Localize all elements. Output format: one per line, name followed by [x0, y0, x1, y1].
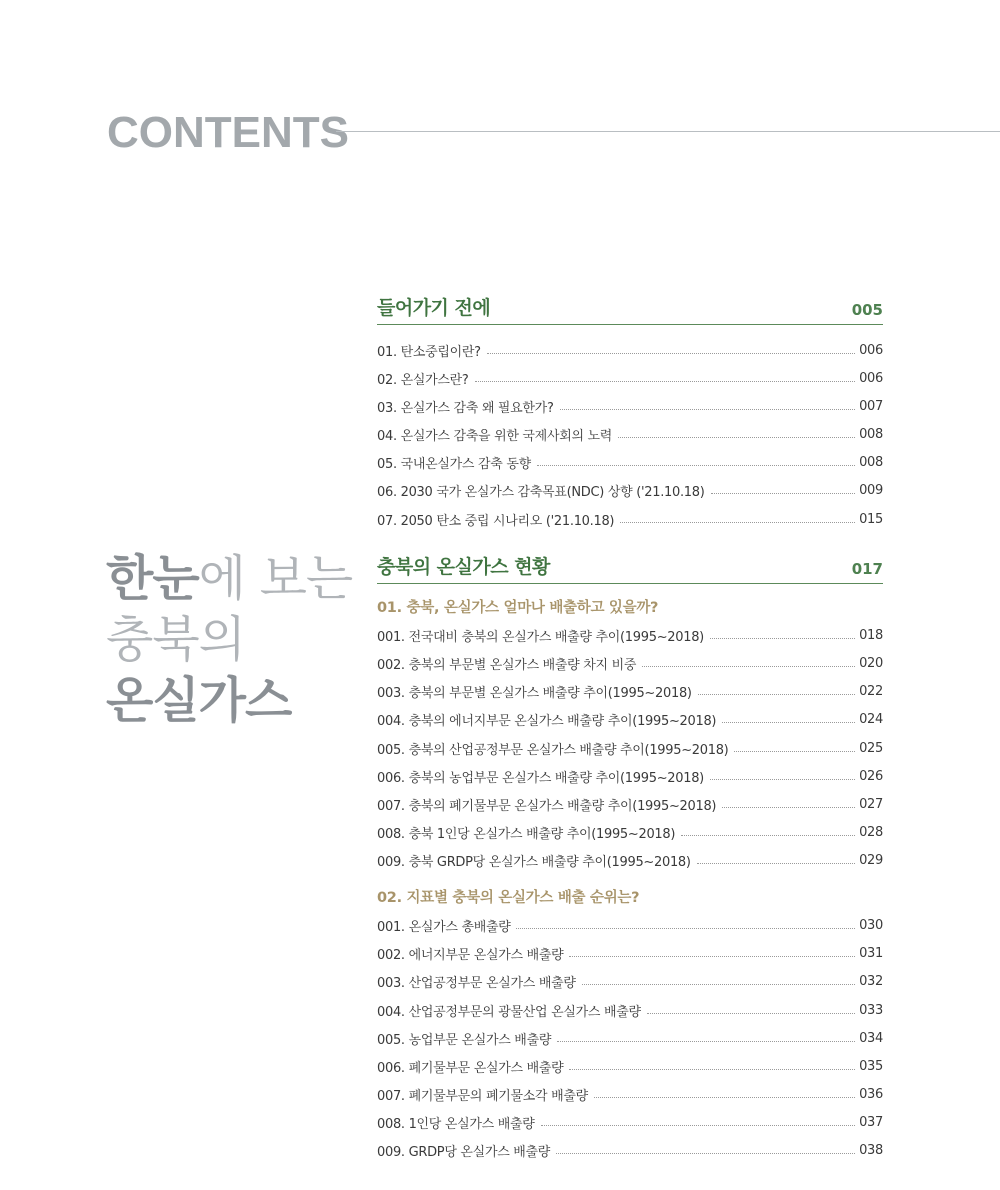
dot-leader	[697, 863, 855, 864]
toc-entry[interactable]	[377, 1111, 883, 1133]
toc-entry[interactable]	[377, 339, 883, 361]
section-header-2[interactable]	[377, 549, 883, 584]
toc-entry-page: 035	[859, 1058, 883, 1074]
toc-entry-label: 06. 2030 국가 온실가스 감축목표(NDC) 상향 ('21.10.18)	[377, 484, 705, 500]
toc-entry[interactable]	[377, 508, 883, 530]
toc-entry-label: 01. 탄소중립이란?	[377, 344, 481, 360]
dot-leader	[710, 779, 855, 780]
toc-entry-label: 006. 충북의 농업부문 온실가스 배출량 추이(1995~2018)	[377, 770, 704, 786]
toc-entry-label: 002. 에너지부문 온실가스 배출량	[377, 947, 564, 963]
toc-entry[interactable]	[377, 680, 883, 702]
toc-entry-page: 032	[859, 973, 883, 989]
toc-entry-page: 027	[859, 796, 883, 812]
toc-entry-label: 009. GRDP당 온실가스 배출량	[377, 1144, 551, 1160]
toc-entry[interactable]	[377, 624, 883, 646]
contents-title: CONTENTS	[107, 108, 349, 157]
toc-entry-label: 001. 온실가스 총배출량	[377, 919, 511, 935]
toc-entry-page: 024	[859, 711, 883, 727]
toc-entry-label: 004. 충북의 에너지부문 온실가스 배출량 추이(1995~2018)	[377, 713, 717, 729]
dot-leader	[541, 1125, 856, 1126]
toc-entry-label: 003. 충북의 부문별 온실가스 배출량 추이(1995~2018)	[377, 685, 692, 701]
toc-entry-page: 008	[859, 454, 883, 470]
dot-leader	[556, 1153, 855, 1154]
dot-leader	[618, 437, 855, 438]
dot-leader	[722, 807, 855, 808]
section-header-1[interactable]	[377, 290, 883, 325]
toc-entry[interactable]	[377, 395, 883, 417]
toc-entry-label: 008. 충북 1인당 온실가스 배출량 추이(1995~2018)	[377, 826, 676, 842]
toc-entry-page: 033	[859, 1002, 883, 1018]
toc-entry-label: 005. 충북의 산업공정부문 온실가스 배출량 추이(1995~2018)	[377, 742, 729, 758]
toc-entry-label: 02. 온실가스란?	[377, 372, 469, 388]
dot-leader	[487, 353, 855, 354]
toc-entry-label: 005. 농업부문 온실가스 배출량	[377, 1032, 552, 1048]
dot-leader	[475, 381, 856, 382]
toc-entry[interactable]	[377, 652, 883, 674]
toc-entry-page: 036	[859, 1086, 883, 1102]
toc-entry[interactable]	[377, 423, 883, 445]
dot-leader	[722, 722, 855, 723]
toc-entry-page: 025	[859, 740, 883, 756]
toc-entry-page: 020	[859, 655, 883, 671]
toc-entry-label: 007. 폐기물부문의 폐기물소각 배출량	[377, 1088, 588, 1104]
dot-leader	[557, 1041, 855, 1042]
toc-entry[interactable]	[377, 849, 883, 871]
toc-entry[interactable]	[377, 793, 883, 815]
dot-leader	[516, 928, 855, 929]
toc-entry-label: 004. 산업공정부문의 광물산업 온실가스 배출량	[377, 1004, 641, 1020]
toc-entry[interactable]	[377, 367, 883, 389]
toc-entry[interactable]	[377, 765, 883, 787]
toc-entry-label: 006. 폐기물부문 온실가스 배출량	[377, 1060, 564, 1076]
toc-entry[interactable]	[377, 451, 883, 473]
dot-leader	[710, 638, 855, 639]
toc-entry-label: 07. 2050 탄소 중립 시나리오 ('21.10.18)	[377, 513, 615, 529]
toc-entry[interactable]	[377, 479, 883, 501]
section-title: 충북의 온실가스 현황	[377, 556, 550, 578]
toc-entry[interactable]	[377, 708, 883, 730]
toc-entry-label: 04. 온실가스 감축을 위한 국제사회의 노력	[377, 428, 613, 444]
toc-entry-page: 031	[859, 945, 883, 961]
dot-leader	[711, 493, 856, 494]
toc-entry-label: 003. 산업공정부문 온실가스 배출량	[377, 975, 576, 991]
toc-entry-page: 028	[859, 824, 883, 840]
toc-entry-page: 038	[859, 1142, 883, 1158]
dot-leader	[537, 465, 855, 466]
toc-entry-label: 05. 국내온실가스 감축 동향	[377, 456, 531, 472]
side-title-line-3: 온실가스	[106, 672, 292, 729]
dot-leader	[698, 694, 855, 695]
toc-entry[interactable]	[377, 942, 883, 964]
toc-entry[interactable]	[377, 1083, 883, 1105]
toc-entry[interactable]	[377, 1139, 883, 1161]
toc-entry-label: 007. 충북의 폐기물부문 온실가스 배출량 추이(1995~2018)	[377, 798, 717, 814]
dot-leader	[560, 409, 856, 410]
toc-entry[interactable]	[377, 970, 883, 992]
dot-leader	[642, 666, 855, 667]
toc-entry[interactable]	[377, 1027, 883, 1049]
contents-rule	[336, 131, 1000, 132]
toc-entry-page: 026	[859, 768, 883, 784]
section-title: 들어가기 전에	[377, 297, 491, 319]
side-title	[106, 548, 352, 731]
toc-entry[interactable]	[377, 914, 883, 936]
dot-leader	[569, 1069, 855, 1070]
side-title-line-1	[106, 548, 352, 609]
section-page: 005	[851, 301, 883, 319]
dot-leader	[681, 835, 855, 836]
toc-entry[interactable]	[377, 737, 883, 759]
toc-entry-page: 006	[859, 370, 883, 386]
dot-leader	[594, 1097, 855, 1098]
side-title-line-2: 충북의	[106, 611, 246, 668]
toc-entry[interactable]	[377, 821, 883, 843]
toc-entry-label: 008. 1인당 온실가스 배출량	[377, 1116, 535, 1132]
toc-entry[interactable]	[377, 1055, 883, 1077]
dot-leader	[734, 751, 855, 752]
section-page: 017	[851, 560, 883, 578]
dot-leader	[582, 984, 855, 985]
dot-leader	[647, 1013, 855, 1014]
subsection-title-1[interactable]: 01. 충북, 온실가스 얼마나 배출하고 있을까?	[377, 600, 659, 616]
toc-entry-page: 018	[859, 627, 883, 643]
toc-entry-label: 001. 전국대비 충북의 온실가스 배출량 추이(1995~2018)	[377, 629, 704, 645]
toc-entry-label: 03. 온실가스 감축 왜 필요한가?	[377, 400, 554, 416]
dot-leader	[569, 956, 855, 957]
toc-entry-page: 008	[859, 426, 883, 442]
toc-entry-page: 037	[859, 1114, 883, 1130]
toc-entry[interactable]	[377, 999, 883, 1021]
toc-entry-page: 029	[859, 852, 883, 868]
side-title-light: 에 보는	[198, 550, 353, 607]
dot-leader	[620, 522, 855, 523]
toc-entry-label: 009. 충북 GRDP당 온실가스 배출량 추이(1995~2018)	[377, 854, 691, 870]
side-title-strong: 한눈	[106, 550, 199, 607]
toc-entry-page: 009	[859, 482, 883, 498]
toc-entry-label: 002. 충북의 부문별 온실가스 배출량 차지 비중	[377, 657, 637, 673]
toc-entry-page: 022	[859, 683, 883, 699]
toc-entry-page: 007	[859, 398, 883, 414]
toc-entry-page: 006	[859, 342, 883, 358]
subsection-title-2[interactable]: 02. 지표별 충북의 온실가스 배출 순위는?	[377, 890, 640, 906]
toc-entry-page: 030	[859, 917, 883, 933]
toc-entry-page: 034	[859, 1030, 883, 1046]
toc-entry-page: 015	[859, 511, 883, 527]
